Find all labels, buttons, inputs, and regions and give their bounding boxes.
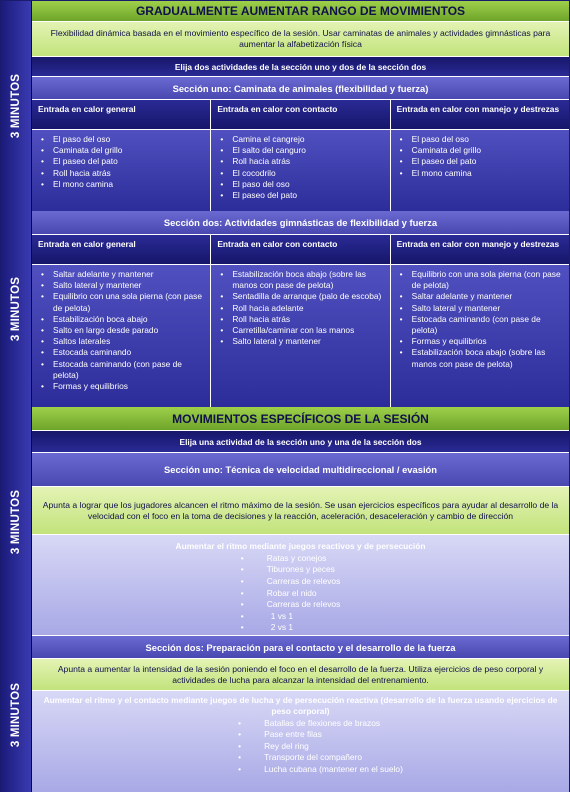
list-item: • Estabilización boca abajo <box>38 314 204 325</box>
list-item: • Salto lateral y mantener <box>38 280 204 291</box>
warmup-section-two-columns <box>32 235 569 407</box>
list-item: • Caminata del grillo <box>397 145 563 156</box>
column-body <box>32 130 210 211</box>
list-item: • El mono camina <box>38 179 204 190</box>
column-header: Entrada en calor con manejo y destrezas <box>391 235 569 265</box>
list-item: • El salto del canguro <box>217 145 383 156</box>
side-label-1: 3 MINUTOS <box>1 1 32 211</box>
list-item: • Saltar adelante y mantener <box>397 291 563 302</box>
list-item: • Carreras de relevos <box>241 599 341 611</box>
list-item: • El paso del oso <box>397 134 563 145</box>
column-body <box>211 130 389 211</box>
warmup-section-two-title: Sección dos: Actividades gimnásticas de flexibilidad y fuerza <box>32 211 569 235</box>
list-item: • Camina el cangrejo <box>217 134 383 145</box>
list-item: • Transporte del compañero <box>238 752 403 764</box>
list-item: • Estocada caminando <box>38 347 204 358</box>
games-list <box>238 718 403 776</box>
specific-instruction: Elija una actividad de la sección uno y una de la sección dos <box>32 431 569 453</box>
list-item: • Ratas y conejos <box>241 553 341 565</box>
list-item: • El mono camina <box>397 168 563 179</box>
list-item: • Estocada caminando (con pase de pelota) <box>397 314 563 336</box>
specific-section-two-description: Apunta a aumentar la intensidad de la sesión poniendo el foco en el desarrollo de la fuerza. Utiliza ejercicios de peso corporal y actividades de lucha para alcanzar la intensidad del entrenamiento. <box>32 659 569 691</box>
list-item: • Roll hacia atrás <box>217 156 383 167</box>
specific-section-two-title: Sección dos: Preparación para el contacto y el desarrollo de la fuerza <box>32 636 569 659</box>
list-item: • Salto en largo desde parado <box>38 325 204 336</box>
list-item: • Formas y equilibrios <box>38 381 204 392</box>
warmup-section-one-title: Sección uno: Caminata de animales (flexibilidad y fuerza) <box>32 77 569 100</box>
column-header: Entrada en calor con manejo y destrezas <box>391 100 569 130</box>
column-body <box>32 265 210 407</box>
list-item: • Estocada caminando (con pase de pelota) <box>38 359 204 381</box>
side-label-2: 3 MINUTOS <box>1 211 32 407</box>
warmup-s1-col-general <box>32 100 211 211</box>
list-item: • 1 vs 1 <box>241 611 341 623</box>
list-item: • Formas y equilibrios <box>397 336 563 347</box>
list-item: • Lucha cubana (mantener en el suelo) <box>238 764 403 776</box>
warmup-s2-col-skills <box>391 235 569 407</box>
column-body <box>211 265 389 407</box>
games-title: Aumentar el ritmo y el contacto mediante juegos de lucha y de persecución reactiva (desarrollo de la fuerza usando ejercicios de peso corporal) <box>43 695 558 716</box>
list-item: • El paso del oso <box>217 179 383 190</box>
list-item: • Batallas de flexiones de brazos <box>238 718 403 730</box>
list-item: • Carretilla/caminar con las manos <box>217 325 383 336</box>
list-item: • Saltos laterales <box>38 336 204 347</box>
list-item: • Roll hacia atrás <box>217 314 383 325</box>
warmup-s2-col-general <box>32 235 211 407</box>
list-item: • Sentadilla de arranque (palo de escoba) <box>217 291 383 302</box>
warmup-section-one-columns <box>32 100 569 211</box>
warmup-s1-col-contact <box>211 100 390 211</box>
specific-section-one-description: Apunta a lograr que los jugadores alcancen el ritmo máximo de la sesión. Se usan ejercicios específicos para ayudar al desarrollo de la velocidad con el foco en la toma de decisiones y la reacción, aceleración, desaceleración y cambio de dirección <box>32 487 569 535</box>
games-title: Aumentar el ritmo mediante juegos reactivos y de persecución <box>175 541 426 551</box>
warmup-title: GRADUALMENTE AUMENTAR RANGO DE MOVIMIENTOS <box>32 1 569 22</box>
list-item: • Saltar adelante y mantener <box>38 269 204 280</box>
list-item: • El paso del oso <box>38 134 204 145</box>
column-header: Entrada en calor con contacto <box>211 235 389 265</box>
games-list <box>241 553 341 634</box>
column-header: Entrada en calor general <box>32 100 210 130</box>
list-item: • Salto lateral y mantener <box>397 303 563 314</box>
specific-section-one-games <box>32 535 569 636</box>
list-item: • Estabilización boca abajo (sobre las manos con pase de pelota) <box>217 269 383 291</box>
side-label-4: 3 MINUTOS <box>1 636 32 792</box>
column-body <box>391 265 569 407</box>
list-item: • El paseo del pato <box>38 156 204 167</box>
warmup-s2-col-contact <box>211 235 390 407</box>
list-item: • El paseo del pato <box>217 190 383 201</box>
specific-section-one-title: Sección uno: Técnica de velocidad multidireccional / evasión <box>32 453 569 487</box>
warmup-instruction: Elija dos actividades de la sección uno y dos de la sección dos <box>32 57 569 77</box>
warmup-s1-col-skills <box>391 100 569 211</box>
list-item: • Salto lateral y mantener <box>217 336 383 347</box>
list-item: • El cocodrilo <box>217 168 383 179</box>
warmup-description: Flexibilidad dinámica basada en el movimiento específico de la sesión. Usar caminatas de animales y actividades gimnásticas para aumentar la alfabetización física <box>32 22 569 57</box>
list-item: • Equilibrio con una sola pierna (con pase de pelota) <box>397 269 563 291</box>
list-item: • Carreras de relevos <box>241 576 341 588</box>
list-item: • Roll hacia atrás <box>38 168 204 179</box>
column-header: Entrada en calor con contacto <box>211 100 389 130</box>
column-header: Entrada en calor general <box>32 235 210 265</box>
list-item: • Estabilización boca abajo (sobre las manos con pase de pelota) <box>397 347 563 369</box>
list-item: • Tiburones y peces <box>241 564 341 576</box>
column-body <box>391 130 569 211</box>
list-item: • Caminata del grillo <box>38 145 204 156</box>
main-content <box>32 1 569 791</box>
list-item: • Rey del ring <box>238 741 403 753</box>
specific-section-two-games <box>32 691 569 792</box>
list-item: • El paseo del pato <box>397 156 563 167</box>
list-item: • Equilibrio con una sola pierna (con pase de pelota) <box>38 291 204 313</box>
side-label-3: 3 MINUTOS <box>1 407 32 636</box>
specific-title: MOVIMIENTOS ESPECÍFICOS DE LA SESIÓN <box>32 407 569 431</box>
list-item: • Pase entre filas <box>238 729 403 741</box>
list-item: • Robar el nido <box>241 588 341 600</box>
list-item: • 2 vs 1 <box>241 622 341 634</box>
list-item: • Roll hacia adelante <box>217 303 383 314</box>
